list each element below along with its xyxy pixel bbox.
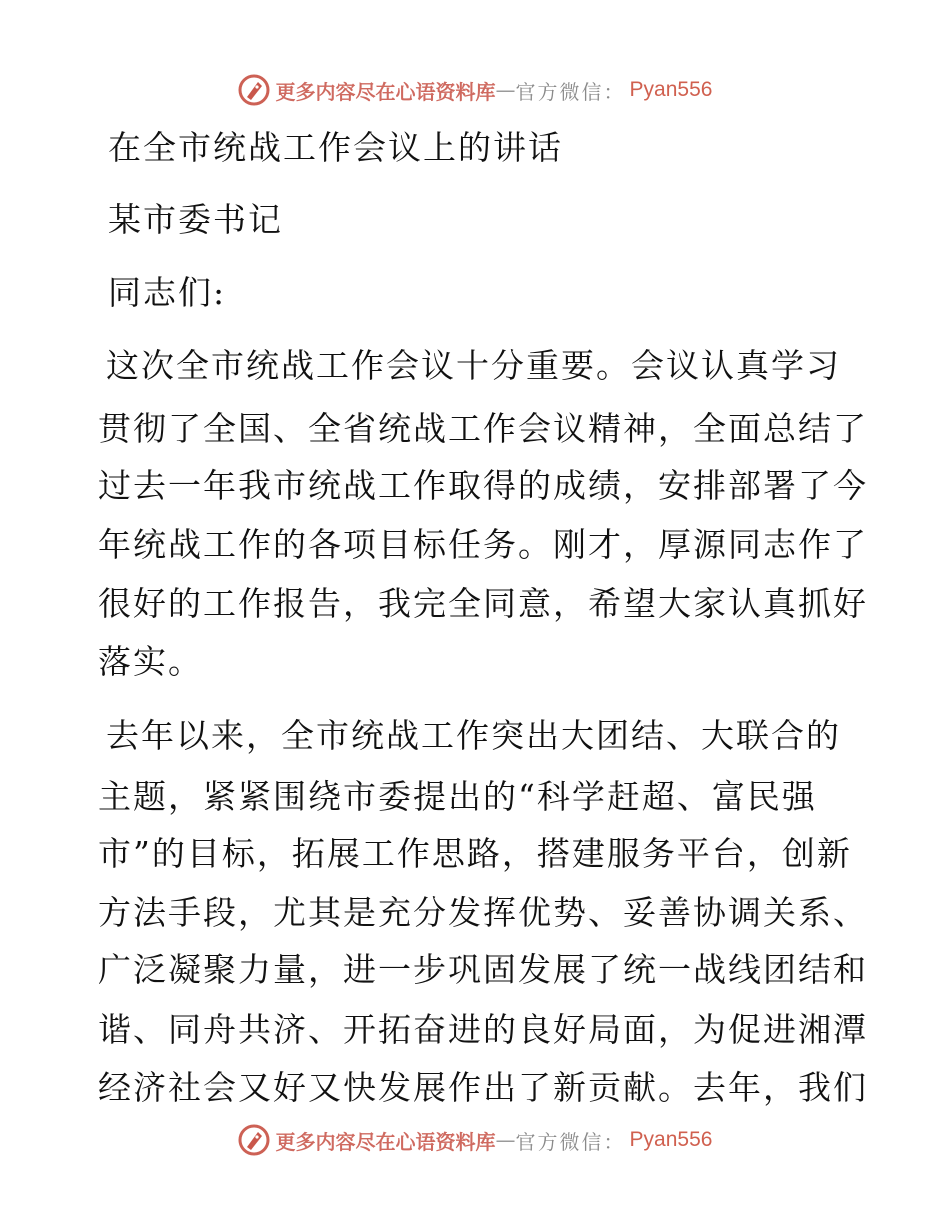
paragraph-1-line: 贯彻了全国、全省统战工作会议精神，全面总结了 (98, 409, 868, 448)
paragraph-1-line: 年统战工作的各项目标任务。刚才，厚源同志作了 (98, 525, 868, 564)
pen-nib-logo-icon (238, 1124, 270, 1156)
paragraph-2-line: 去年以来，全市统战工作突出大团结、大联合的 (106, 716, 841, 755)
banner-wechat-id: Pyan556 (629, 1128, 713, 1151)
paragraph-2-line: 谐、同舟共济、开拓奋进的良好局面，为促进湘潭 (98, 1010, 868, 1049)
document-greeting: 同志们: (108, 273, 227, 312)
pen-nib-logo-icon (238, 74, 270, 106)
document-author: 某市委书记 (108, 200, 283, 239)
banner-official-label: 官方微信： (515, 1129, 626, 1154)
paragraph-1-line: 落实。 (98, 642, 203, 681)
paragraph-1-line: 这次全市统战工作会议十分重要。会议认真学习 (106, 346, 841, 385)
header-banner (0, 70, 950, 110)
banner-brand-text: 更多内容尽在心语资料库 (275, 79, 496, 104)
paragraph-2-line: 经济社会又好又快发展作出了新贡献。去年，我们 (98, 1068, 868, 1107)
paragraph-2-line: 方法手段，尤其是充分发挥优势、妥善协调关系、 (98, 893, 868, 932)
banner-official-label: 官方微信： (515, 79, 626, 104)
paragraph-1-line: 很好的工作报告，我完全同意，希望大家认真抓好 (98, 584, 868, 623)
paragraph-2-line: 广泛凝聚力量，进一步巩固发展了统一战线团结和 (98, 950, 868, 989)
paragraph-2-line: 市”的目标，拓展工作思路，搭建服务平台，创新 (98, 834, 852, 873)
banner-separator: — (495, 78, 516, 102)
banner-separator: — (495, 1128, 516, 1152)
document-title: 在全市统战工作会议上的讲话 (108, 128, 563, 167)
paragraph-2-line: 主题，紧紧围绕市委提出的“科学赶超、富民强 (98, 777, 817, 816)
banner-brand-text: 更多内容尽在心语资料库 (275, 1129, 496, 1154)
banner-wechat-id: Pyan556 (629, 78, 713, 101)
paragraph-1-line: 过去一年我市统战工作取得的成绩，安排部署了今 (98, 466, 868, 505)
footer-banner (0, 1120, 950, 1160)
